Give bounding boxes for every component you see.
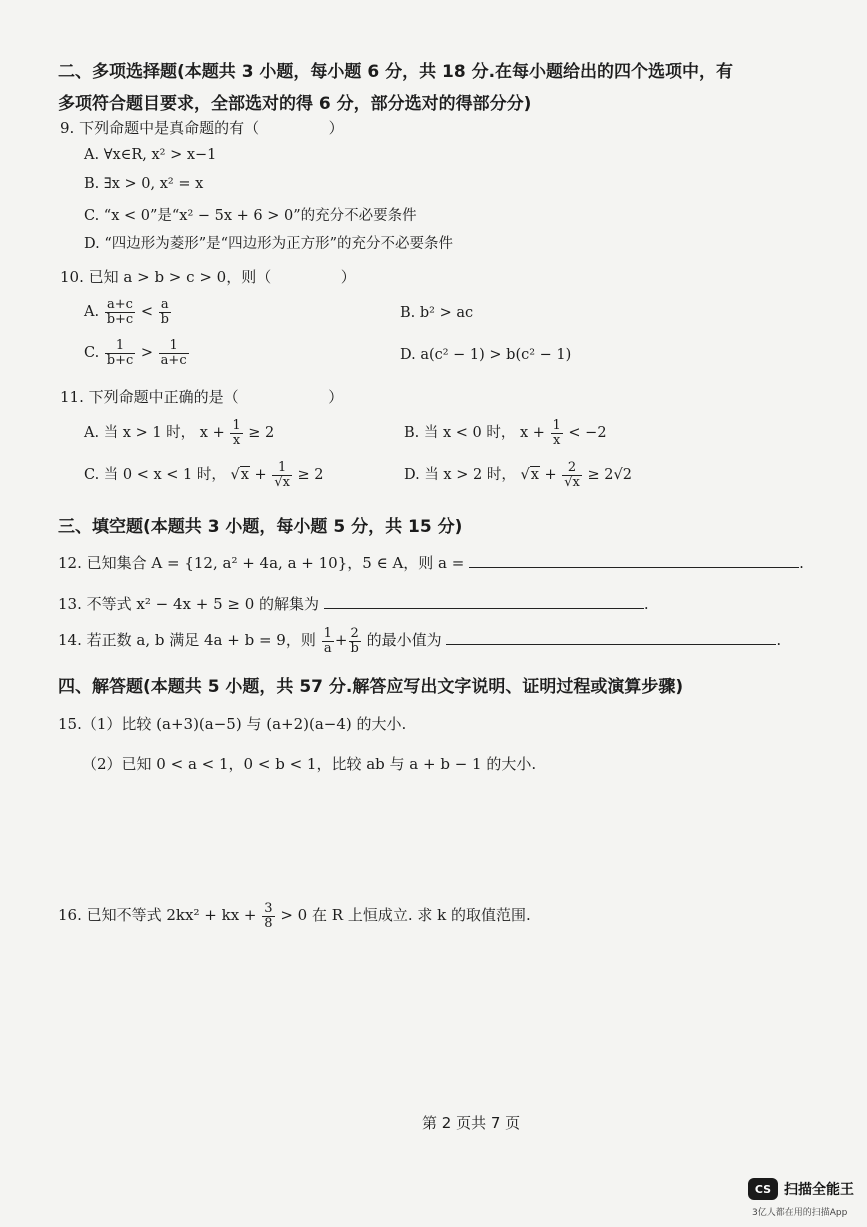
fraction: $\frac{a}{b}$ <box>160 297 169 327</box>
question-11-option-d: D. 当 x > 2 时， √x + $\frac{2}{√x}$ ≥ 2√2 <box>404 460 632 490</box>
fraction: $\frac{1}{b+c}$ <box>106 338 134 368</box>
question-9-option-b: B. ∃x > 0, x² = x <box>84 176 204 192</box>
answer-blank <box>446 643 776 645</box>
fraction: $\frac{2}{√x}$ <box>564 460 580 490</box>
question-10-option-c: C. $\frac{1}{b+c}$ > $\frac{1}{a+c}$ <box>84 338 187 368</box>
watermark-title: 扫描全能王 <box>784 1182 854 1198</box>
option-a-label: A. <box>84 304 100 321</box>
answer-blank <box>324 607 644 609</box>
fraction: $\frac{1}{x}$ <box>552 418 561 448</box>
scanner-watermark <box>748 1178 854 1200</box>
fraction: $\frac{1}{x}$ <box>232 418 241 448</box>
question-9-stem <box>60 117 344 138</box>
section-4-heading: 四、解答题(本题共 5 小题，共 57 分.解答应写出文字说明、证明过程或演算步骤) <box>58 677 684 697</box>
question-10-text: 10. 已知 a > b > c > 0，则（ <box>60 268 272 286</box>
question-11-text: 11. 下列命题中正确的是（ <box>60 388 239 406</box>
section-3-heading: 三、填空题(本题共 3 小题，每小题 5 分，共 15 分) <box>58 517 463 537</box>
section-2-heading: 二、多项选择题(本题共 3 小题，每小题 6 分，共 18 分.在每小题给出的四个选项中，有 <box>58 62 734 82</box>
question-9-option-c: C. “x < 0”是“x² − 5x + 6 > 0”的充分不必要条件 <box>84 208 417 224</box>
question-10-option-d: D. a(c² − 1) > b(c² − 1) <box>400 347 572 363</box>
question-11-option-a: A. 当 x > 1 时， x + $\frac{1}{x}$ ≥ 2 <box>84 418 275 448</box>
question-10-option-a: A. $\frac{a+c}{b+c}$ < $\frac{a}{b}$ <box>84 297 169 327</box>
fraction: $\frac{1}{√x}$ <box>274 460 290 490</box>
option-c-label: C. <box>84 345 100 362</box>
question-11-option-c: C. 当 0 < x < 1 时， √x + $\frac{1}{√x}$ ≥ 2 <box>84 460 324 490</box>
fraction: $\frac{a+c}{b+c}$ <box>106 297 134 327</box>
page-number: 第 2 页共 7 页 <box>422 1114 521 1132</box>
question-10-option-b: B. b² > ac <box>400 305 474 321</box>
question-15-part-1: 15.（1）比较 (a+3)(a−5) 与 (a+2)(a−4) 的大小. <box>58 715 407 733</box>
section-2-heading-cont: 多项符合题目要求，全部选对的得 6 分，部分选对的得部分分) <box>58 94 532 114</box>
fraction: $\frac{1}{a}$ <box>323 626 332 656</box>
question-9-close-paren: ） <box>328 119 344 137</box>
question-13: 13. 不等式 x² − 4x + 5 ≥ 0 的解集为 . <box>58 595 649 613</box>
watermark-subtitle: 3亿人都在用的扫描App <box>752 1208 848 1218</box>
question-11-close-paren: ） <box>328 388 344 406</box>
question-14: 14. 若正数 a, b 满足 4a + b = 9，则 $\frac{1}{a}$ + $\frac{2}{b}$ 的最小值为 . <box>58 626 782 656</box>
question-9-option-d: D. “四边形为菱形”是“四边形为正方形”的充分不必要条件 <box>84 236 453 252</box>
question-10-close-paren: ） <box>340 268 356 286</box>
scanner-logo-icon: CS <box>748 1178 778 1200</box>
question-16: 16. 已知不等式 2kx² + kx + $\frac{3}{8}$ > 0 在 R 上恒成立. 求 k 的取值范围. <box>58 901 531 931</box>
fraction: $\frac{1}{a+c}$ <box>160 338 187 368</box>
question-11-option-b: B. 当 x < 0 时， x + $\frac{1}{x}$ < −2 <box>404 418 607 448</box>
question-15-part-2: （2）已知 0 < a < 1，0 < b < 1，比较 ab 与 a + b − 1 的大小. <box>82 755 537 773</box>
fraction: $\frac{2}{b}$ <box>350 626 359 656</box>
question-10-stem <box>60 266 356 287</box>
answer-blank <box>469 566 799 568</box>
question-9-option-a: A. ∀x∈R, x² > x−1 <box>84 147 217 163</box>
question-11-stem <box>60 386 343 407</box>
question-9-text: 9. 下列命题中是真命题的有（ <box>60 119 260 137</box>
fraction: $\frac{3}{8}$ <box>264 901 273 931</box>
question-12: 12. 已知集合 A = {12, a² + 4a, a + 10}，5 ∈ A，则 a = . <box>58 554 804 572</box>
